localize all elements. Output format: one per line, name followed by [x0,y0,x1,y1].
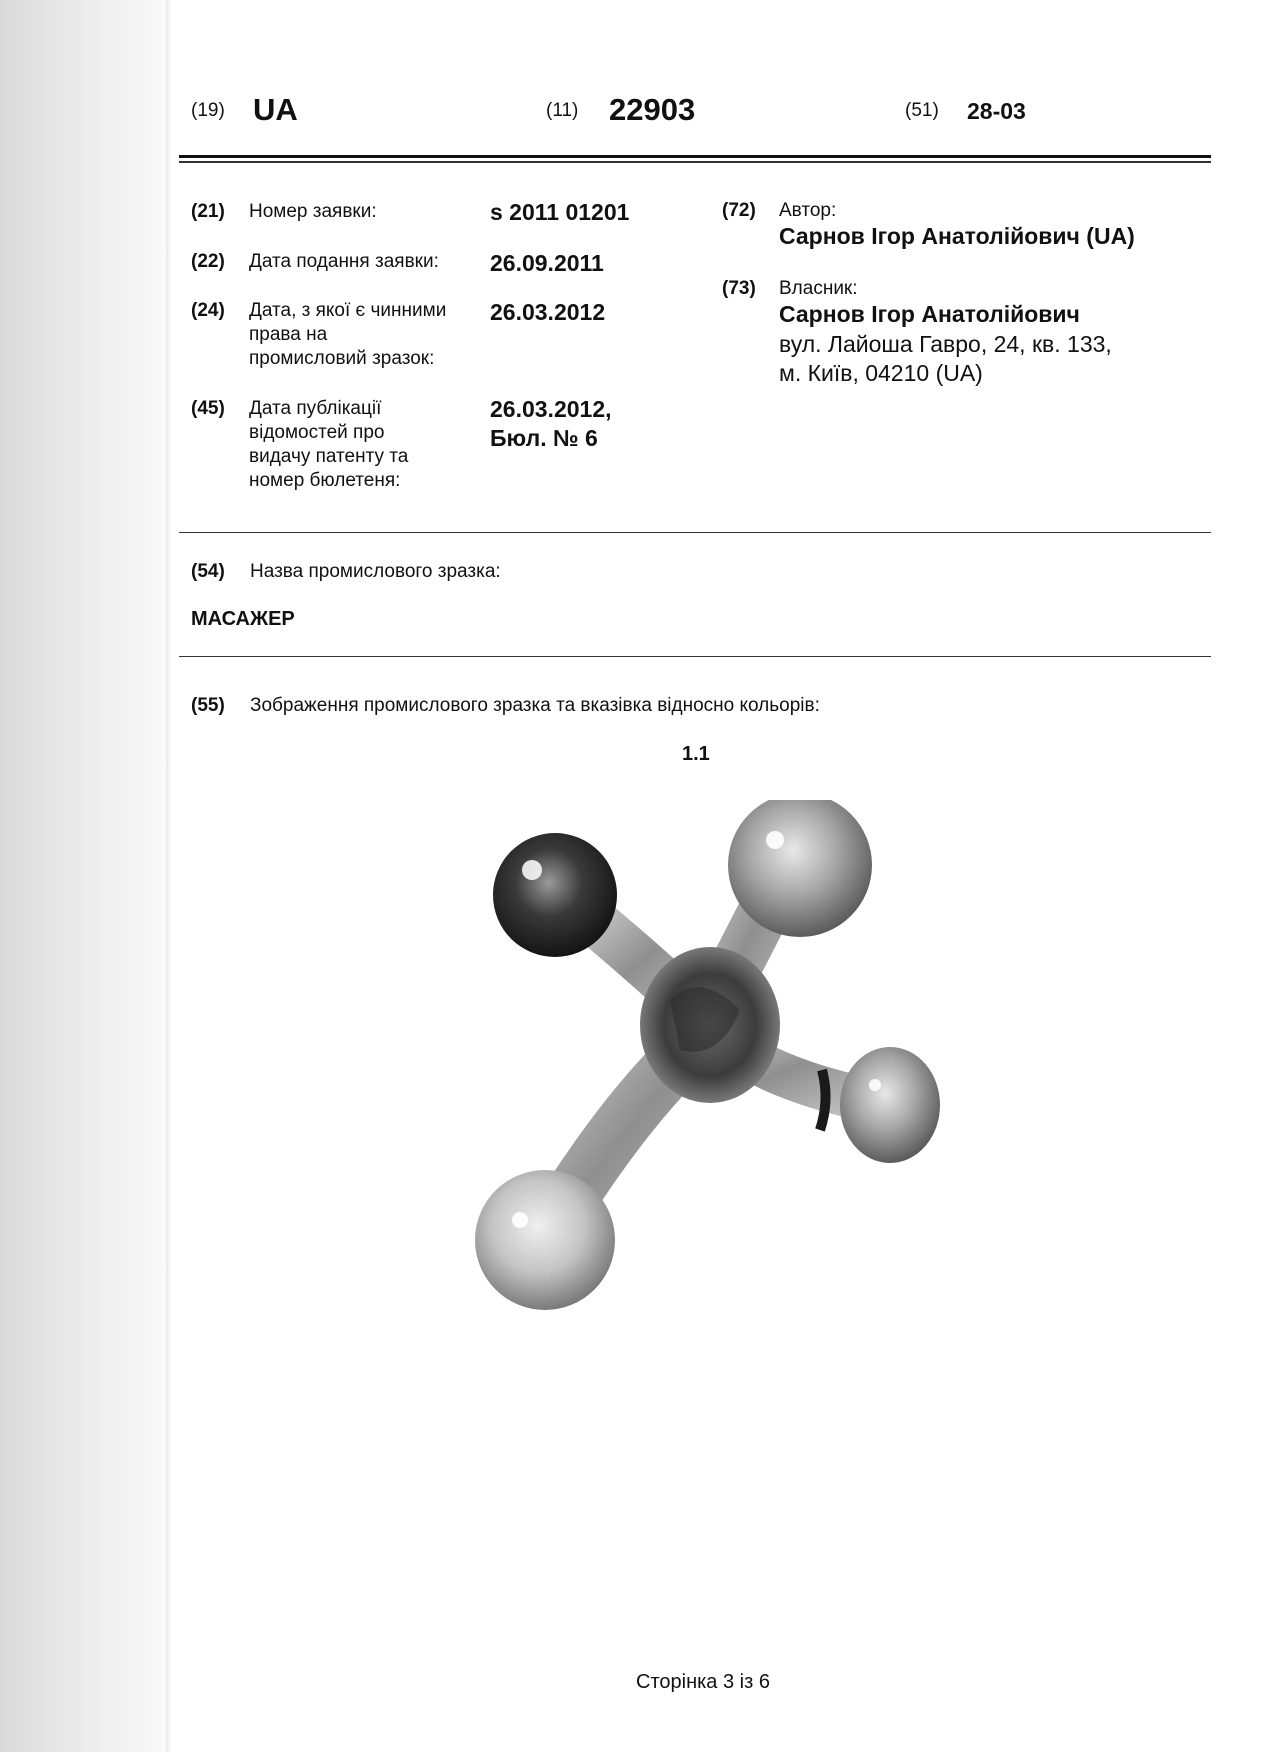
rights-date-label [249,299,446,371]
header-rule-bottom [179,161,1211,163]
patent-number: 22903 [609,92,696,127]
page-number: Сторінка 3 із 6 [636,1671,770,1693]
massager-photo [470,800,990,1360]
inid-21: (21) [191,201,225,222]
publication-date: 26.03.2012, [490,396,612,422]
inid-55: (55) [191,695,225,716]
highlight [512,1212,528,1228]
inid-54: (54) [191,561,225,582]
filing-date-label: Дата подання заявки: [249,251,439,272]
header-rule-top [179,155,1211,158]
highlight [522,860,542,880]
design-title-label: Назва промислового зразка: [250,561,501,582]
owner-address-line: м. Київ, 04210 (UA) [779,360,983,386]
publication-label-line: відомостей про [249,422,385,443]
highlight [869,1079,881,1091]
rights-date-label-line: промисловий зразок: [249,348,435,369]
bulletin-number: Бюл. № 6 [490,425,598,451]
scan-edge [0,0,170,1752]
owner-address [779,330,1112,388]
publication-label-line: номер бюлетеня: [249,470,401,491]
owner-label: Власник: [779,278,858,299]
author-name: Сарнов Ігор Анатолійович (UA) [779,223,1135,249]
section-divider-1 [179,532,1211,533]
owner-address-line: вул. Лайоша Гавро, 24, кв. 133, [779,331,1112,357]
rights-date-label-line: Дата, з якої є чинними [249,300,447,321]
owner-name: Сарнов Ігор Анатолійович [779,301,1080,327]
ball-top-left [493,833,617,957]
publication-value [490,395,612,453]
ring-band [820,1070,826,1130]
design-title: МАСАЖЕР [191,608,295,630]
inid-45: (45) [191,398,225,419]
inid-24: (24) [191,300,225,321]
publication-label-line: видачу патенту та [249,446,409,467]
locarno-class: 28-03 [967,98,1026,124]
application-number-label: Номер заявки: [249,201,377,222]
rights-date: 26.03.2012 [490,299,606,325]
filing-date: 26.09.2011 [490,250,604,276]
section-divider-2 [179,656,1211,657]
image-section-label: Зображення промислового зразка та вказівка відносно кольорів: [250,695,820,716]
figure-number: 1.1 [682,743,710,765]
inid-22: (22) [191,251,225,272]
inid-19: (19) [191,100,225,121]
author-label: Автор: [779,200,837,221]
inid-51: (51) [905,100,939,121]
publication-label [249,397,408,493]
publication-label-line: Дата публікації [249,398,382,419]
inid-72: (72) [722,200,756,221]
ball-bottom-left [475,1170,615,1310]
inid-73: (73) [722,278,756,299]
ball-bottom-right [840,1047,940,1163]
inid-11: (11) [546,100,579,121]
scan-shadow [166,0,172,1752]
application-number: s 2011 01201 [490,199,630,225]
rights-date-label-line: права на [249,324,328,345]
highlight [766,831,784,849]
country-code: UA [253,92,298,127]
